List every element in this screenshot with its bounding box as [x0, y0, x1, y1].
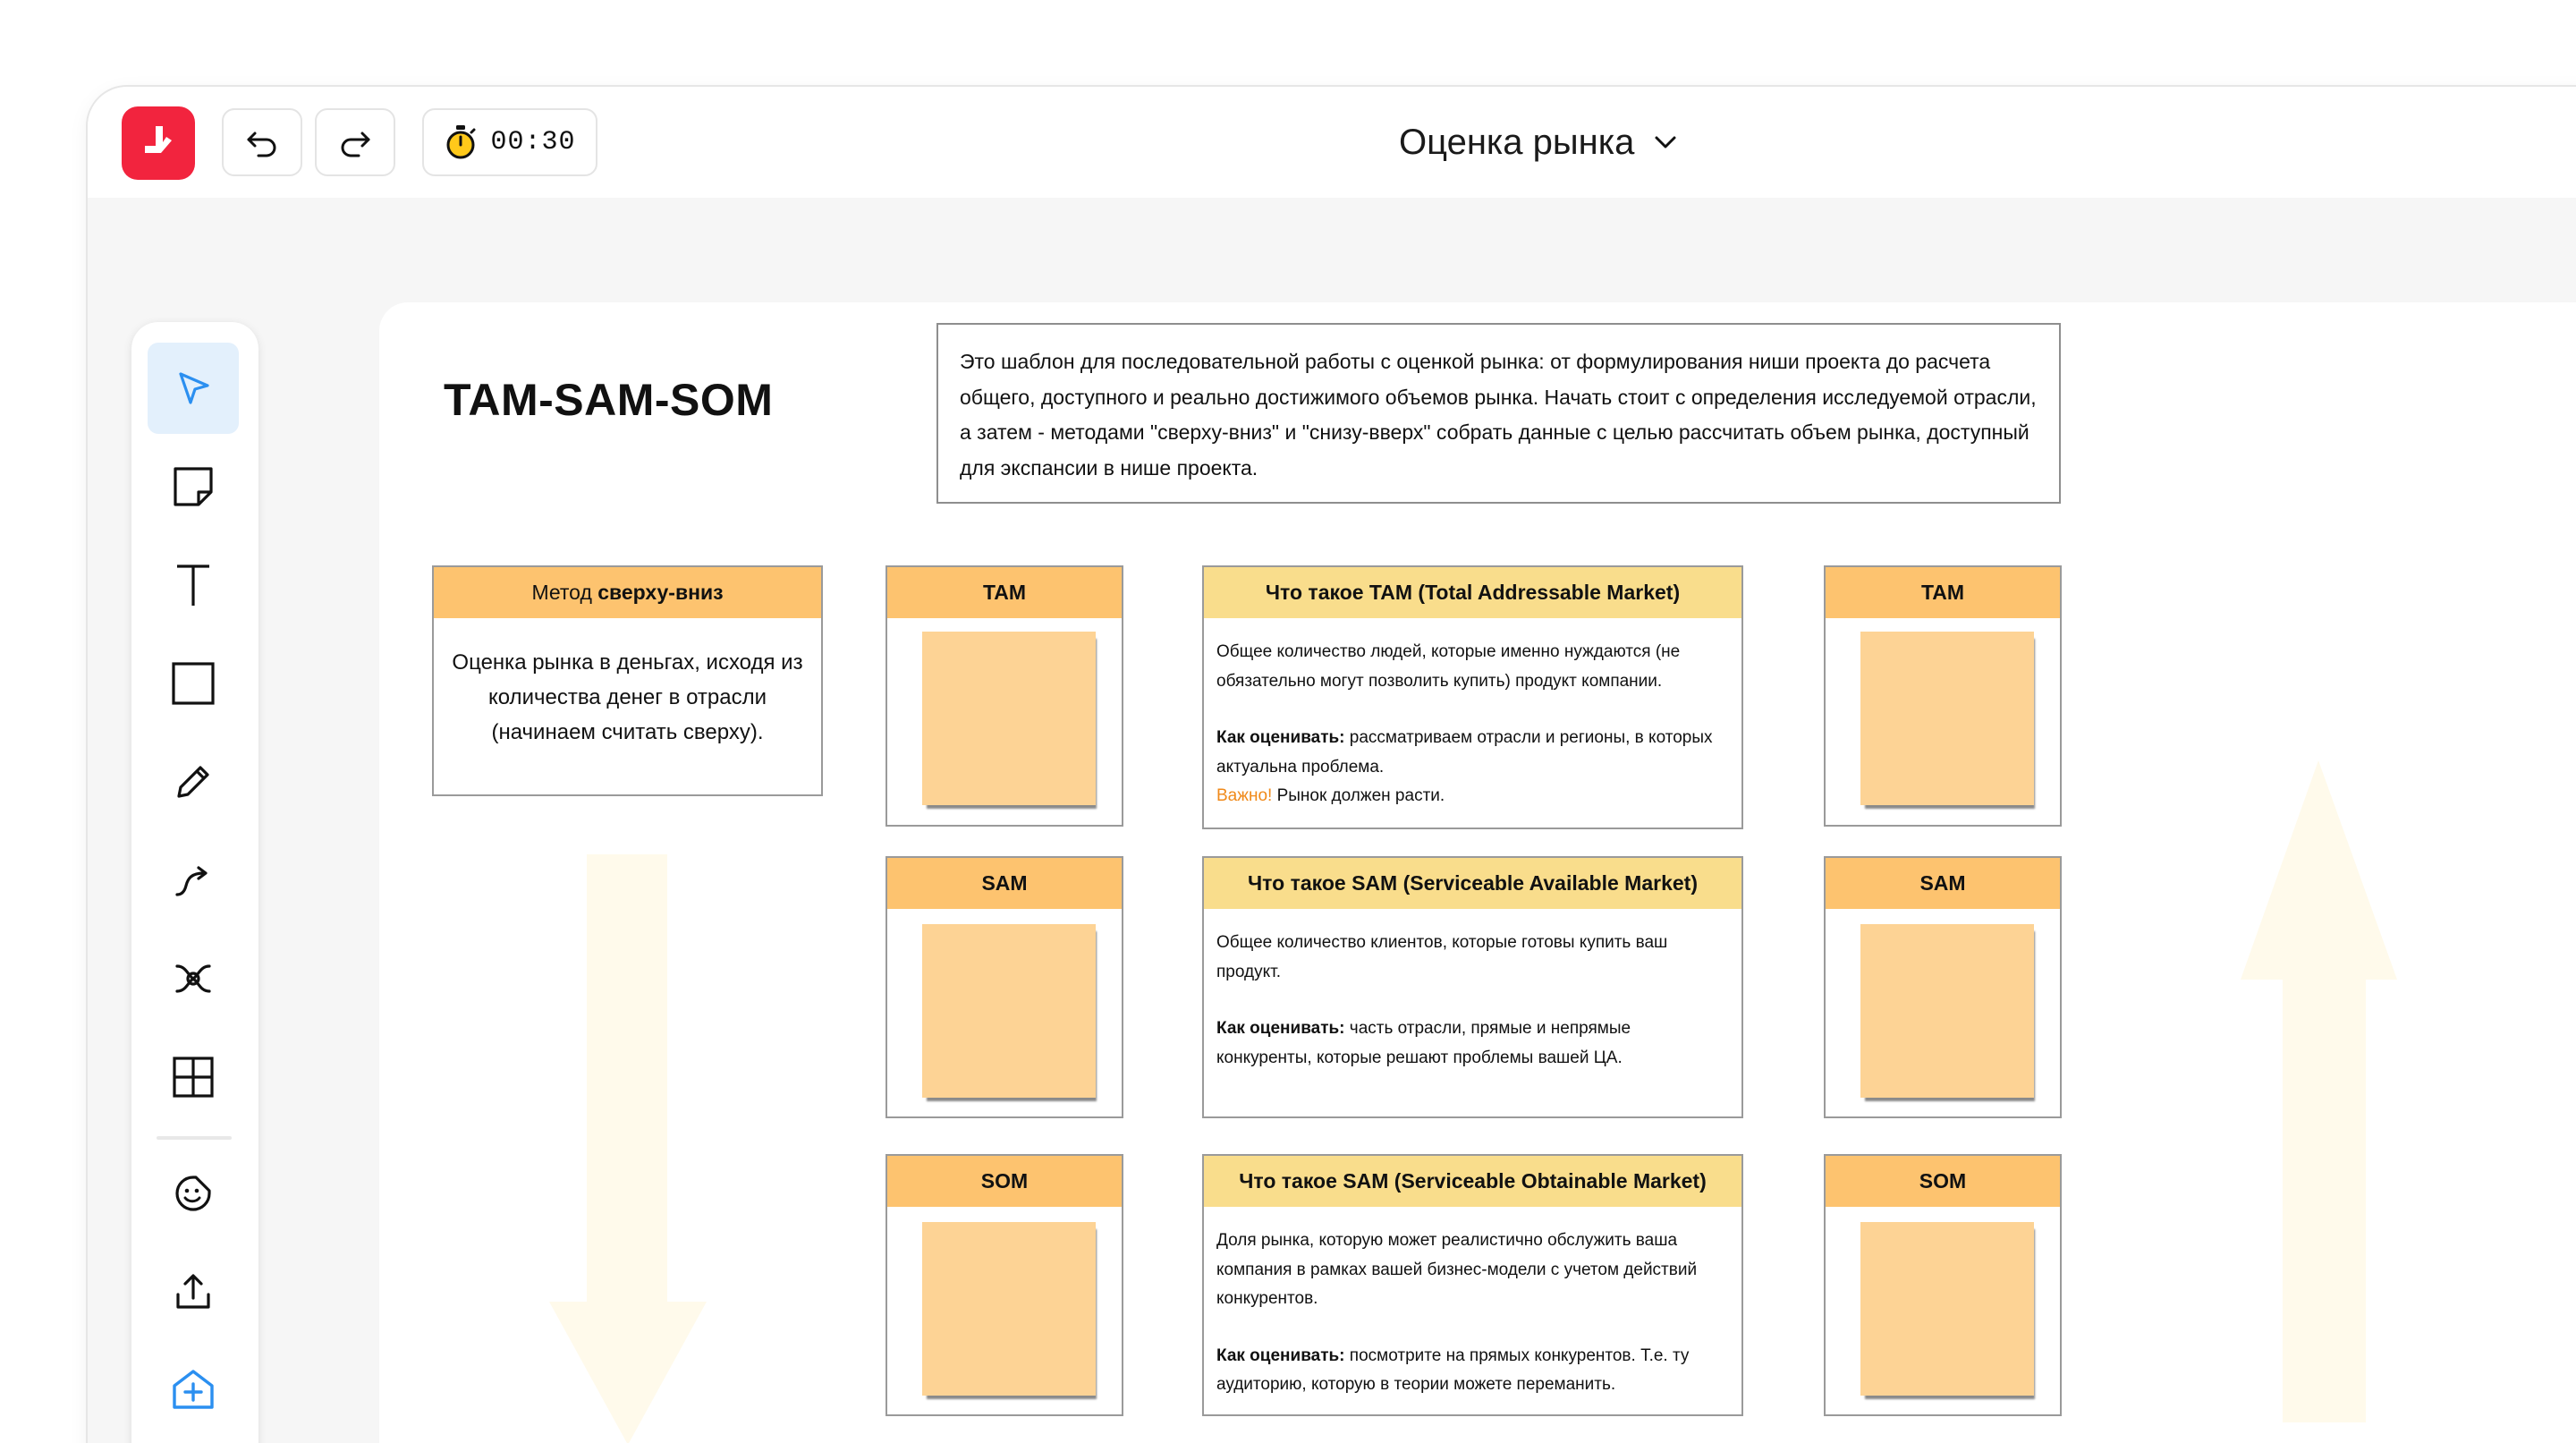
card-header: SOM	[1826, 1156, 2060, 1207]
tools-sidebar	[131, 322, 258, 1443]
select-tool[interactable]	[148, 343, 239, 434]
card-header: TAM	[887, 567, 1122, 618]
info-card-header: Что такое SAM (Serviceable Obtainable Market)	[1204, 1156, 1741, 1207]
info-how-text: посмотрите на прямых конкурентов. Т.е. ту аудиторию, которую в теории можете переманить.	[1216, 1345, 1690, 1394]
intro-textbox[interactable]: Это шаблон для последовательной работы с оценкой рынка: от формулирования ниши проекта до расчета общего, доступного и реально достижимого объемов рынка. Начать стоит с определения исследуемой отрасли, а затем - методами "сверху-вниз" и "снизу-вверх" собрать данные с целью рассчитать объем рынка, доступный для экспансии в нише проекта.	[936, 323, 2061, 504]
logo-icon	[134, 119, 182, 167]
timer-button[interactable]	[422, 108, 597, 176]
info-card-header: Что такое TAM (Total Addressable Market)	[1204, 567, 1741, 618]
pen-tool[interactable]	[148, 736, 239, 828]
stickers-tool[interactable]	[148, 1148, 239, 1239]
info-card-header: Что такое SAM (Serviceable Available Market)	[1204, 858, 1741, 909]
sticky-note[interactable]	[922, 924, 1096, 1098]
info-desc: Доля рынка, которую может реалистично обслужить ваша компания в рамках вашей бизнес-модели с учетом действий конкурентов.	[1216, 1231, 1698, 1308]
mindmap-tool[interactable]	[148, 933, 239, 1024]
info-card-body	[1204, 1207, 1741, 1420]
card-header: SAM	[1826, 858, 2060, 909]
text-tool[interactable]	[148, 539, 239, 631]
method-card[interactable]	[432, 565, 823, 796]
card-header: SOM	[887, 1156, 1122, 1207]
redo-button[interactable]	[315, 108, 395, 176]
sticker-smile-icon	[173, 1173, 214, 1214]
arrow-up-decoration	[2236, 760, 2402, 1422]
info-warn	[1216, 782, 1729, 811]
redo-icon	[337, 124, 373, 160]
card-header: SAM	[887, 858, 1122, 909]
upload-icon	[173, 1271, 214, 1312]
connector-tool[interactable]	[148, 835, 239, 926]
stopwatch-icon	[444, 124, 478, 160]
info-desc: Общее количество клиентов, которые готовы купить ваш продукт.	[1216, 933, 1668, 981]
info-warn-label: Важно!	[1216, 786, 1273, 805]
method-title-prefix: Метод	[531, 581, 598, 604]
info-how-text: рассматриваем отрасли и регионы, в которых актуальна проблема.	[1216, 728, 1713, 777]
mindmap-icon	[172, 957, 215, 1000]
shape-tool[interactable]	[148, 638, 239, 729]
home-plus-icon	[171, 1368, 216, 1413]
undo-icon	[244, 124, 280, 160]
board-title: Оценка рынка	[1399, 122, 1635, 162]
text-icon	[174, 563, 213, 607]
arrow-down-decoration	[540, 854, 716, 1443]
app-logo[interactable]	[122, 106, 195, 180]
som-info-card[interactable]	[1202, 1154, 1743, 1416]
square-icon	[171, 661, 216, 706]
info-desc: Общее количество людей, которые именно нуждаются (не обязательно могут позволить купить) продукт компании.	[1216, 642, 1681, 691]
sticky-note[interactable]	[922, 1222, 1096, 1396]
method-card-body: Оценка рынка в деньгах, исходя из количества денег в отрасли (начинаем считать сверху).	[452, 650, 803, 744]
info-how	[1216, 1342, 1729, 1400]
sticky-note[interactable]	[922, 632, 1096, 805]
connector-arrow-icon	[172, 859, 215, 902]
card-header: TAM	[1826, 567, 2060, 618]
info-how-text: часть отрасли, прямые и непрямые конкуренты, которые решают проблемы вашей ЦА.	[1216, 1019, 1631, 1067]
table-tool[interactable]	[148, 1031, 239, 1123]
add-template-tool[interactable]	[148, 1345, 239, 1436]
sticky-note[interactable]	[1860, 924, 2034, 1098]
method-title-bold: сверху-вниз	[597, 581, 724, 604]
top-bar	[88, 87, 2576, 198]
info-how	[1216, 724, 1729, 782]
board-title-dropdown[interactable]	[1399, 114, 1677, 171]
info-warn-text: Рынок должен расти.	[1276, 786, 1445, 805]
sticky-note-tool[interactable]	[148, 441, 239, 532]
board-heading: TAM-SAM-SOM	[444, 375, 774, 425]
info-how	[1216, 1014, 1729, 1073]
cursor-arrow-icon	[174, 369, 213, 408]
info-card-body	[1204, 618, 1741, 831]
pencil-icon	[172, 760, 215, 803]
sam-info-card[interactable]	[1202, 856, 1743, 1118]
sticky-note[interactable]	[1860, 1222, 2034, 1396]
tam-info-card[interactable]	[1202, 565, 1743, 829]
method-card-header	[434, 567, 821, 618]
info-how-label: Как оценивать:	[1216, 1345, 1345, 1365]
sticky-note[interactable]	[1860, 632, 2034, 805]
upload-tool[interactable]	[148, 1246, 239, 1337]
info-how-label: Как оценивать:	[1216, 1019, 1345, 1038]
info-how-label: Как оценивать:	[1216, 728, 1345, 747]
chevron-down-icon	[1654, 134, 1677, 150]
toolbar-divider	[157, 1136, 232, 1140]
undo-button[interactable]	[222, 108, 302, 176]
timer-value: 00:30	[490, 127, 576, 157]
info-card-body	[1204, 909, 1741, 1092]
table-grid-icon	[171, 1055, 216, 1099]
sticky-note-icon	[172, 465, 215, 508]
